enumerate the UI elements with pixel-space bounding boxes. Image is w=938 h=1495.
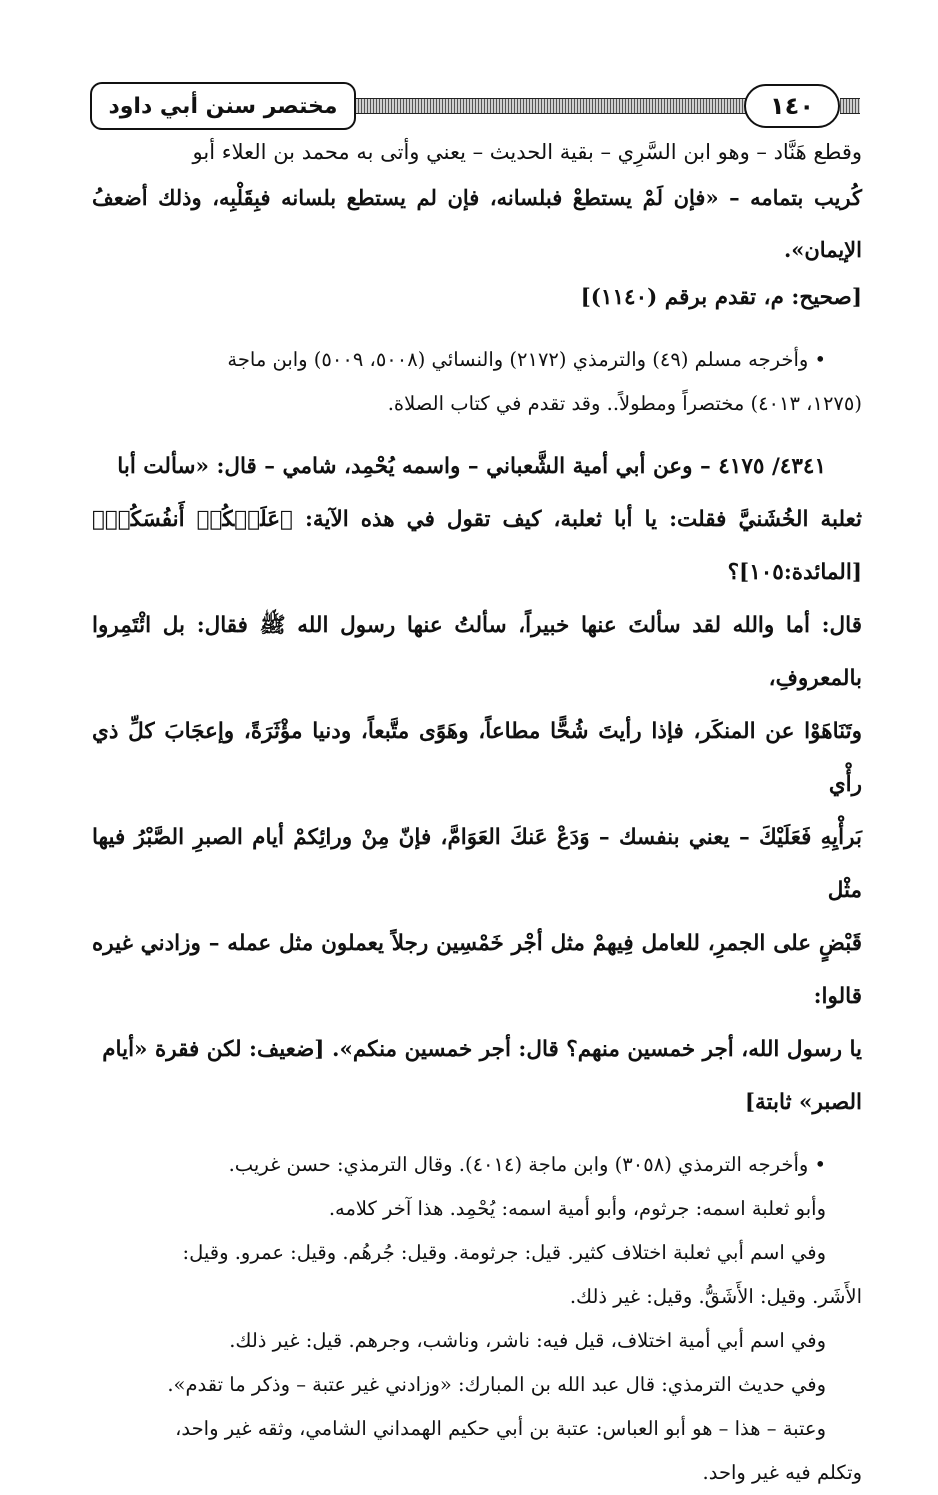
text-line: (١٢٧٥، ٤٠١٣) مختصراً ومطولاً.. وقد تقدم في كتاب الصلاة.: [387, 392, 862, 415]
text-line: الأَشَر. وقيل: الأَشَقُّ. وقيل: غير ذلك.: [569, 1285, 862, 1308]
hadith-line: الصبر» ثابتة]: [744, 1090, 862, 1115]
text-line: وفي حديث الترمذي: قال عبد الله بن المبارك: «وزادني غير عتبة – وذكر ما تقدم».: [167, 1373, 826, 1396]
text-line: وفي اسم أبي أمية اختلاف، قيل فيه: ناشر، وناشب، وجرهم. قيل: غير ذلك.: [229, 1329, 826, 1352]
hadith-line: ٤٣٤١/ ٤١٧٥ – وعن أبي أمية الشَّعباني – واسمه يُحْمِد، شامي – قال: «سألت أبا: [117, 454, 826, 479]
text-line: وقطع هَنَّاد – وهو ابن السَّرِي – بقية الحديث – يعني وأتى به محمد بن العلاء أبو: [192, 140, 862, 164]
text-line: • وأخرجه الترمذي (٣٠٥٨) وابن ماجة (٤٠١٤). وقال الترمذي: حسن غريب.: [228, 1153, 826, 1176]
hadith-4341: [92, 440, 862, 1129]
text-line: وأبو ثعلبة اسمه: جرثوم، وأبو أمية اسمه: يُحْمِد. هذا آخر كلامه.: [328, 1197, 826, 1220]
hadith-line: بَرأْيِهِ فَعَلَيْكَ – يعني بنفسك – وَدَعْ عَنكَ العَوَامَّ، فإنّ مِنْ ورائِكمْ أيام الصبرِ الصَّبْرُ فيها مثْل: [92, 825, 862, 903]
text-line: • وأخرجه مسلم (٤٩) والترمذي (٢١٧٢) والنسائي (٥٠٠٨، ٥٠٠٩) وابن ماجة: [227, 348, 826, 371]
page-header: [90, 80, 860, 130]
header-decorative-band-end: [840, 98, 860, 114]
text-line: وعتبة – هذا – هو أبو العباس: عتبة بن أبي حكيم الهمداني الشامي، وثقه غير واحد،: [175, 1417, 826, 1440]
text-line: وفي اسم أبي ثعلبة اختلاف كثير. قيل: جرثومة. وقيل: جُرهُم. وقيل: عمرو. وقيل:: [182, 1241, 826, 1264]
book-title: مختصر سنن أبي داود: [90, 82, 356, 130]
commentary: [92, 1143, 862, 1495]
hadith-grade: [صحيح: م، تقدم برقم (١١٤٠)]: [580, 285, 862, 310]
hadith-line: ثعلبة الخُشَنيَّ فقلت: يا أبا ثعلبة، كيف تقول في هذه الآية: ﴿عَلَيۡكُمۡ أَنفُسَكُمۡ﴾[المائدة:١٠٥]؟: [92, 507, 862, 585]
hadith-line: قَبْضٍ على الجمرِ، للعامل فِيهمْ مثل أجْر خَمْسِين رجلاً يعملون مثل عمله – وزادني غيره قالوا:: [92, 931, 862, 1009]
takhrij-note: [92, 338, 862, 426]
hadith-line: يا رسول الله، أجر خمسين منهم؟ قال: أجر خمسين منكم». [ضعيف: لكن فقرة «أيام: [102, 1037, 862, 1062]
hadith-line: قال: أما والله لقد سألتَ عنها خبيراً، سألتُ عنها رسول الله ﷺ فقال: بل ائْتَمِروا بالمعروفِ،: [92, 613, 862, 691]
text-line: كُريب بتمامه – «فإن لَمْ يستطعْ فبلسانه، فإن لم يستطع بلسانه فبِقَلْبِه، وذلك أضعفُ الإيمان».: [92, 185, 862, 262]
hadith-line: وتَنَاهَوْا عن المنكَر، فإذا رأيتَ شُحًّا مطاعاً، وهَوًى متَّبعاً، ودنيا مؤْثَرَةً، وإعجَابَ كلِّ ذي رأْي: [92, 719, 862, 797]
hadith-continuation: [92, 132, 862, 320]
page-number: ١٤٠: [744, 84, 840, 128]
text-line: وتكلم فيه غير واحد.: [702, 1461, 862, 1484]
header-decorative-band: [340, 98, 750, 114]
page-body: [92, 132, 862, 1495]
